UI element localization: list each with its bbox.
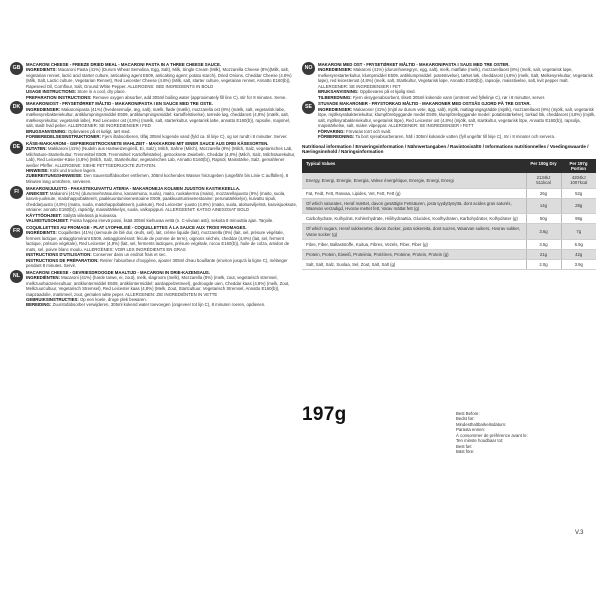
info-key: GEBRUIKSINSTRUCTIES:: [26, 296, 79, 302]
best-before-block: [456, 411, 528, 455]
best-before-line: Ten minste houdbaar tot:: [456, 438, 504, 444]
info-line: [26, 67, 298, 89]
language-badge: GB: [10, 62, 23, 75]
nutrient-per-100g: 26g: [526, 188, 561, 198]
info-line: [318, 134, 596, 139]
info-key: INGREDIENSER:: [318, 106, 353, 112]
header-per-portion: Per 197g Portion: [561, 159, 596, 173]
info-text: Remove oxygen absorber, add 305ml boiling water (approximately fill line C), stir for 8 minutes. Serve.: [92, 94, 287, 100]
lang-entry-nl: [10, 270, 298, 308]
nutrient-per-portion: 4204kJ 1007kcal: [561, 173, 596, 188]
best-before-line: Bedst før:: [456, 416, 475, 422]
nutrition-header-row: [302, 159, 596, 173]
best-before-line: Parasta ennen:: [456, 427, 486, 433]
version-label: V.3: [575, 530, 584, 536]
info-key: ZUBEREITUNGSHINWEISE:: [26, 173, 83, 179]
info-line: [26, 134, 298, 139]
lang-entry-de: [10, 141, 298, 185]
nutrition-row: [302, 260, 596, 270]
language-badge: NO: [302, 62, 315, 75]
lang-entry-no: [302, 62, 596, 100]
nutrition-row: [302, 214, 596, 224]
nutrient-label: Protein, Protein, Eiweiß, Proteiinia, Protéines, Proteine, Protein, Protein (g): [302, 249, 526, 259]
nutrition-row: [302, 239, 596, 249]
nutrient-per-portion: 3.9g: [561, 260, 596, 270]
header-typical-values: Typical Values: [302, 159, 526, 173]
info-line: [26, 191, 298, 213]
left-column: [10, 62, 298, 309]
product-title: MACARONI CHEESE - GEVRIESDROOGDE MAALTIJD - MACARONI IN DRIE-KAZENSAUS.: [26, 269, 210, 275]
nutrient-label: Fat, Fedt, Fett, Rasvaa, Lipides, Vet, Fett, Fett (g): [302, 188, 526, 198]
info-text: Oppbevares på et kjølig sted.: [359, 89, 416, 95]
info-text: Retirer l'absorbeur d'oxygène, ajouter 305ml d'eau bouillante (environ jusqu'à la ligne C), mélanger pendant 8 minutes. Servir.: [26, 257, 288, 269]
lang-entry-fi: [10, 186, 298, 224]
info-key: VALMISTUSOHJEET:: [26, 218, 69, 224]
info-text: Store in a cool, dry place.: [77, 89, 126, 95]
nutrient-per-portion: 7g: [561, 224, 596, 239]
right-column: [302, 62, 596, 270]
info-line: [26, 275, 298, 297]
info-line: [26, 107, 298, 129]
info-text: Fjern oksygenabsorbent, tilsett 305ml kokende vann (omtrent ved fyllelinje C), rør i 8 minutter, server.: [352, 94, 546, 100]
info-text: Makkaroni (41%) (Nudeln aus Hartweizengrieß, Ei, Salz), Milch, Sahne (Milch), Mozzarella (8%) (Milch, Salz, vegetarisches Lab, Milchsäure-Starterkultur, Trennmittel E509, Trennmittel: Kartoffelstärke), getrocknete Zwiebeln, Cheddar (4,8%) (Milch, Salz, Milchsäurekultur, Lab), Red Leicester-Käse (4,8%) (Milch, Salz, Starterkultur, vegetarisches Lab, Annatto E160(b)), Rapsöl, Maisstärke, Salz, gemahlener weißer Pfeffer. ALLERGENE: SIEHE FETTGEDRUCKTE ZUTATEN.: [26, 146, 296, 168]
product-title: COQUILLETTES AU FROMAGE - PLAT LYOPHILISÉ - COQUILLETTES À LA SAUCE AUX TROIS FROMAGES.: [26, 224, 247, 230]
info-text: Coquillettes (41%) (semoule de blé dur, œufs, sel), lait, crème liquide (lait), mozzarella (8%) (lait, sel, présure végétale, ferment lactique, antiagglomérant E509, antiagglomérant: fécule de pomme de terre), oignons séchés, cheddar (4,8%) (lait, sel, ferment lactique, présure végétale), Red Leicester (4,8%) (lait, sel, ferments lactiques, présure végétale, rocou E160(b)), huile de colza, amidon de maïs, sel, poivre blanc moulu. ALLERGÈNES: VOIR LES INGRÉDIENTS EN GRAS: [26, 230, 290, 252]
nutrition-heading: Nutritional information / Ernæringsinformation / Nährwertangaben / Ravintosisältö / Informations nutritionnelles / Voedingswaarde / Næringsinnhold / Näringsinformation: [302, 143, 589, 155]
nutrient-label: Of which sugars, Heraf sukkerarter, davon Zucker, josta sokereita, dont sucres, Waarvan suikers, Hvorav sukker, Varav socker (g): [302, 224, 526, 239]
nutrition-body: [302, 173, 596, 270]
product-title: MAKARONIJUUSTO - PAKASTEKUIVATTU ATERIA - MAKARONEJA KOLMEN JUUSTON KASTIKKEELLA.: [26, 185, 241, 191]
info-key: KÄYTTÖOHJEET:: [26, 212, 62, 218]
nutrient-per-100g: 14g: [526, 198, 561, 213]
nutrient-label: Salt, Salt, Salz, Suolaa, Sel, Zout, Salt, Salt (g): [302, 260, 526, 270]
info-line: [26, 230, 298, 252]
nutrition-row: [302, 173, 596, 188]
nutrient-per-portion: 52g: [561, 188, 596, 198]
nutrient-per-100g: 3.6g: [526, 224, 561, 239]
info-line: [318, 67, 596, 89]
info-text: Kühl und trocken lagern.: [49, 167, 97, 173]
info-key: BRUKSANVISNING:: [318, 89, 359, 95]
language-badge: SE: [302, 101, 315, 114]
info-text: Makaronipasta (41%) (hvedesemulje, æg, salt), mælk, fløde (mælk), mozzarella ost (8%) (mælk, salt, vegetarisk løbe, mælkesyrebakteriekultur, antiklumpningsmiddel E509, antiklumpningsmiddel: kartoffelstivelse), tørrede løg, cheddarost (4,8%) (mælk, salt, mælkesyrekultur, vegetarisk løbe), Red Leicester ost (4,8%) (mælk, salt, starterkultur, vegetarisk løbe, annatto E160(b)), rapsolie, majsmel, salt, stødt hvid peber. ALLERGENER: SE INGREDIENSER I FED: [26, 106, 291, 129]
info-text: Op een koele, droge plek bewaren.: [79, 296, 147, 302]
lang-entry-se: [302, 101, 596, 139]
info-key: BRUGSANVISNING:: [26, 128, 67, 134]
info-key: INGREDIENSER:: [318, 67, 353, 73]
best-before-line: À consommer de préférence avant le:: [456, 432, 528, 438]
lang-entry-fr: [10, 225, 298, 269]
language-badge: DK: [10, 101, 23, 114]
info-text: Macaroni (41%) (harde tarwe, ei, zout), melk, slagroom (melk), Mozzarella (8%) (melk, zout, vegetarisch stremsel, melkzuurbacteriecultuur, antiklontermiddel E509, antiklontermiddel: aardappelzetmeel), gedroogde uien, Cheddar kaas (4,8%) (melk, Zout, Melkzuurcultuur, Vegetarisch Stremsel), Red Leicester kaas (4,8%) (Melk, Zout, Startcultuur, Vegetarisch Stremsel, Annatto E160(b)), raapzaadolie, maïsmeel, zout, gemalen witte peper. ALLERGENEN: ZIE INGREDIËNTEN IN VETTE: [26, 275, 290, 297]
info-text: Conserver dans un endroit frais et sec.: [92, 252, 167, 258]
nutrient-per-100g: 3.5g: [526, 239, 561, 249]
nutrient-per-100g: 50g: [526, 214, 561, 224]
info-key: INSTRUCTIONS D'UTILISATION:: [26, 252, 92, 258]
info-line: [318, 107, 596, 129]
info-key: USAGE INSTRUCTIONS:: [26, 89, 77, 95]
info-text: Poista happea imevä pussi, lisää 305ml kiehuvaa vettä (n. C-viivaan asti), sekoita 8 minuuttia ajan. Tarjoile.: [69, 218, 274, 224]
nutrition-row: [302, 188, 596, 198]
nutrient-label: Fibre, Fiber, Ballaststoffe, Kuitua, Fibres, Vezels, Fiber, Fiber (g): [302, 239, 526, 249]
info-text: Macaroni Pasta (41%) (Durum Wheat Semolina, Egg, Salt), Milk, Single Cream (Milk), Mozzarella Cheese (8%)(Milk, salt, vegetarian rennet, lactic acid starter culture, anticaking agent E509, anticaking agent: potato starch), Dried Onions, Cheddar Cheese (4.8%) (Milk, Salt, Lactic culture, Vegetarian Rennet), Red Leicester Cheese (4.8%) (Milk, salt, starter culture, vegetarian rennet, Annatto E160(b)), Rapeseed Oil, Cornflour, Salt, Ground White Pepper. ALLERGENS: SEE INGREDIENTS IN BOLD: [26, 67, 292, 89]
info-line: [26, 258, 298, 269]
nutrient-per-100g: 21g: [526, 249, 561, 259]
product-title: MACARONI CHEESE - FREEZE DRIED MEAL - MACARONI PASTA IN A THREE CHEESE SAUCE.: [26, 62, 222, 67]
best-before-line: Bäst före:: [456, 449, 475, 455]
info-text: Den Sauerstoffabsorber entfernen, 305ml kochendes Wasser hinzugeben (ungefähr bis Linie C auffüllen), 8 Minuten lang umrühren, servieren.: [26, 173, 289, 184]
info-text: Makaroni (41%) (durumvehnäsuurimo, kananmuna, suola), maito, ruokakerma (maito), mozzarellajuusto (8%) (maito, suola, kasvis-juoksute, maitohappobakteerit, paakkuuntumisenestoaine E509, paakkuuntumisenestoaine: perunatärkkelys), kuivattu sipuli, cheddarjuusto (4,8%) (maito, suola, maitohappobakteerit, juoksute), Red Leicester -juusto (4,8%) (maito, suola, aloitusviljelmä, kasvisjuoksute, väriaine: annatto E160(b)), rapsiöljy, maissitärkkelys, suola, valkopippuri. ALLERGEENIT: KATSO AINESOSAT BOLD: [26, 190, 298, 213]
nutrition-row: [302, 198, 596, 213]
info-key: HINWEISE:: [26, 167, 49, 173]
language-badge: FR: [10, 225, 23, 238]
nutrient-per-portion: 6.9g: [561, 239, 596, 249]
nutrient-label: Of which saturates, Heraf mættet, davon gesättigte Fettsäuren, josta tyydyttynyttä, dont acides gras saturés, Waarvan verzadigd, Hvorav mettet fett, Varav mättat fett (g): [302, 198, 526, 213]
language-badge: DE: [10, 141, 23, 154]
language-badge: FI: [10, 186, 23, 199]
info-line: [26, 95, 298, 100]
info-key: TILBEREDNING:: [318, 94, 352, 100]
info-line: [26, 173, 298, 184]
right-entries: [302, 62, 596, 140]
info-key: INGRÉDIENTS:: [26, 230, 57, 236]
info-key: BEREIDING:: [26, 302, 52, 308]
info-key: PREPARATION INSTRUCTIONS:: [26, 94, 92, 100]
info-text: Makaroni (41%) (durumhvetegryn, egg, salt), melk, matfløte (melk), mozzarellaost (8%) (melk, salt, vegetarisk løpe, melkesyrestarterkultur, klumpmiddel E509, antiklumpmiddel: potetstivelse), tørket løk, cheddarost (4,8%) (melk, Salt, Melkesyrekultur, Vegetarisk løpe), red leicesterost (4,8%) (melk, salt, Startkultur, Vegetarisk løpe, Annatto E160(b)), rapsolje, maisstivelse, salt, kvit pepper malt. ALLERGENER: SE INGREDIENSER I FET: [318, 67, 593, 89]
nutrient-per-portion: 98g: [561, 214, 596, 224]
info-line: [26, 146, 298, 168]
info-key: FÖRVARING:: [318, 128, 345, 134]
info-line: [26, 218, 298, 223]
info-key: INSTRUCTIONS DE PRÉPARATION:: [26, 257, 99, 263]
language-badge: NL: [10, 270, 23, 283]
nutrient-label: Carbohydrate, Kulhydrat, Kohlenhydrate, Hiilihydraattia, Glucides, Koolhydraten, Karbohydrater, Kolhydrater (g): [302, 214, 526, 224]
info-key: INGREDIËNTEN:: [26, 275, 60, 281]
lang-entry-gb: [10, 62, 298, 100]
info-text: Zuurstofabsorber verwijderen, 305ml kokend water toevoegen (ongeveer tot lijn C), 8 minuten roeren, opdienen.: [52, 302, 266, 308]
info-key: INGREDIENSER:: [26, 106, 61, 112]
nutrition-table: [302, 159, 596, 271]
info-key: FÖRBEREDNING:: [318, 134, 355, 140]
net-weight: 197g: [302, 404, 347, 425]
nutrient-label: Energy, Energi, Energie, Energia, Valeur énergétique, Energie, Energi, Energi: [302, 173, 526, 188]
info-text: Säilytä viileässä ja kuivassa.: [63, 212, 118, 218]
nutrient-per-100g: 2134kJ 511kcal: [526, 173, 561, 188]
nutrient-per-100g: 2.0g: [526, 260, 561, 270]
best-before-line: Best før:: [456, 443, 473, 449]
product-title: STUVADE MAKARONER - FRYSTORKAD MÅLTID - MAKARONER MED OSTSÅS GJORD PÅ TRE OSTAR.: [318, 101, 531, 107]
info-text: Opbevares på et køligt, tørt sted.: [68, 128, 131, 134]
info-text: Fjern iltabsorberen, tilføj 305ml kogende vand (fyld ca. til linje C), og rør rundt i 8 minutter. Server.: [102, 134, 288, 140]
best-before-line: Best Before:: [456, 411, 480, 416]
info-key: FORBEREDELSESINSTRUKTIONER:: [26, 134, 101, 140]
lang-entry-dk: [10, 101, 298, 139]
product-title: MAKARONIOST - FRYSETØRRET MÅLTID - MAKARONIPASTA I EN SAUCE MED TRE OSTE.: [26, 101, 213, 107]
info-text: Ta bort syreabsorberaren, häll i 305ml kokande vatten (fyll ungefär till linje C), rör i 8 minuter och servera.: [355, 134, 556, 140]
nutrient-per-portion: 28g: [561, 198, 596, 213]
nutrient-per-portion: 42g: [561, 249, 596, 259]
info-line: [318, 95, 596, 100]
nutrition-row: [302, 224, 596, 239]
nutrition-row: [302, 249, 596, 259]
info-key: ZUTATEN:: [26, 146, 47, 152]
product-title: MAKARONI MED OST - FRYSETØRKET MÅLTID - MAKARONIPASTA I SAUS MED TRE OSTER.: [318, 62, 510, 67]
info-key: AINEKSET:: [26, 190, 49, 196]
header-per-100g: Per 100g Dry: [526, 159, 561, 173]
info-line: [26, 302, 298, 307]
info-text: Förvaras torrt och svalt.: [346, 128, 392, 134]
info-text: Makaroner (41%) (mjöl av durum vete, ägg, salt), mjölk, matlagningsgrädde (mjölk), mozzarellaost (8%) (mjölk, salt, vegetarisk löpe, mjölksyrabakteriekultur, klumpförebyggande medel E509, klumpförebyggande medel: potatisstärkelse), torkad lök, cheddarost (4,8%) (mjölk, salt, mjölksyrabakteriekultur, vegetarisk löpe), Red Leicester ost (4,8%) (mjölk, salt, startkultur, vegetarisk löpe, Annatto E160(b)), rapsolja, majsstärkelse, salt, malen vitpeppar. ALLERGENER: SE INGREDIENSER I FETT: [318, 106, 596, 129]
best-before-line: Mindesthaltbarkeitsdatum:: [456, 421, 507, 427]
info-key: INGREDIENTS:: [26, 67, 57, 73]
product-title: KÄSE-MAKKARONI - GEFRIERGETROCKNETE MAHLZEIT - MAKKARONI MIT EINER SAUCE AUS DREI KÄSESORTEN.: [26, 140, 269, 146]
